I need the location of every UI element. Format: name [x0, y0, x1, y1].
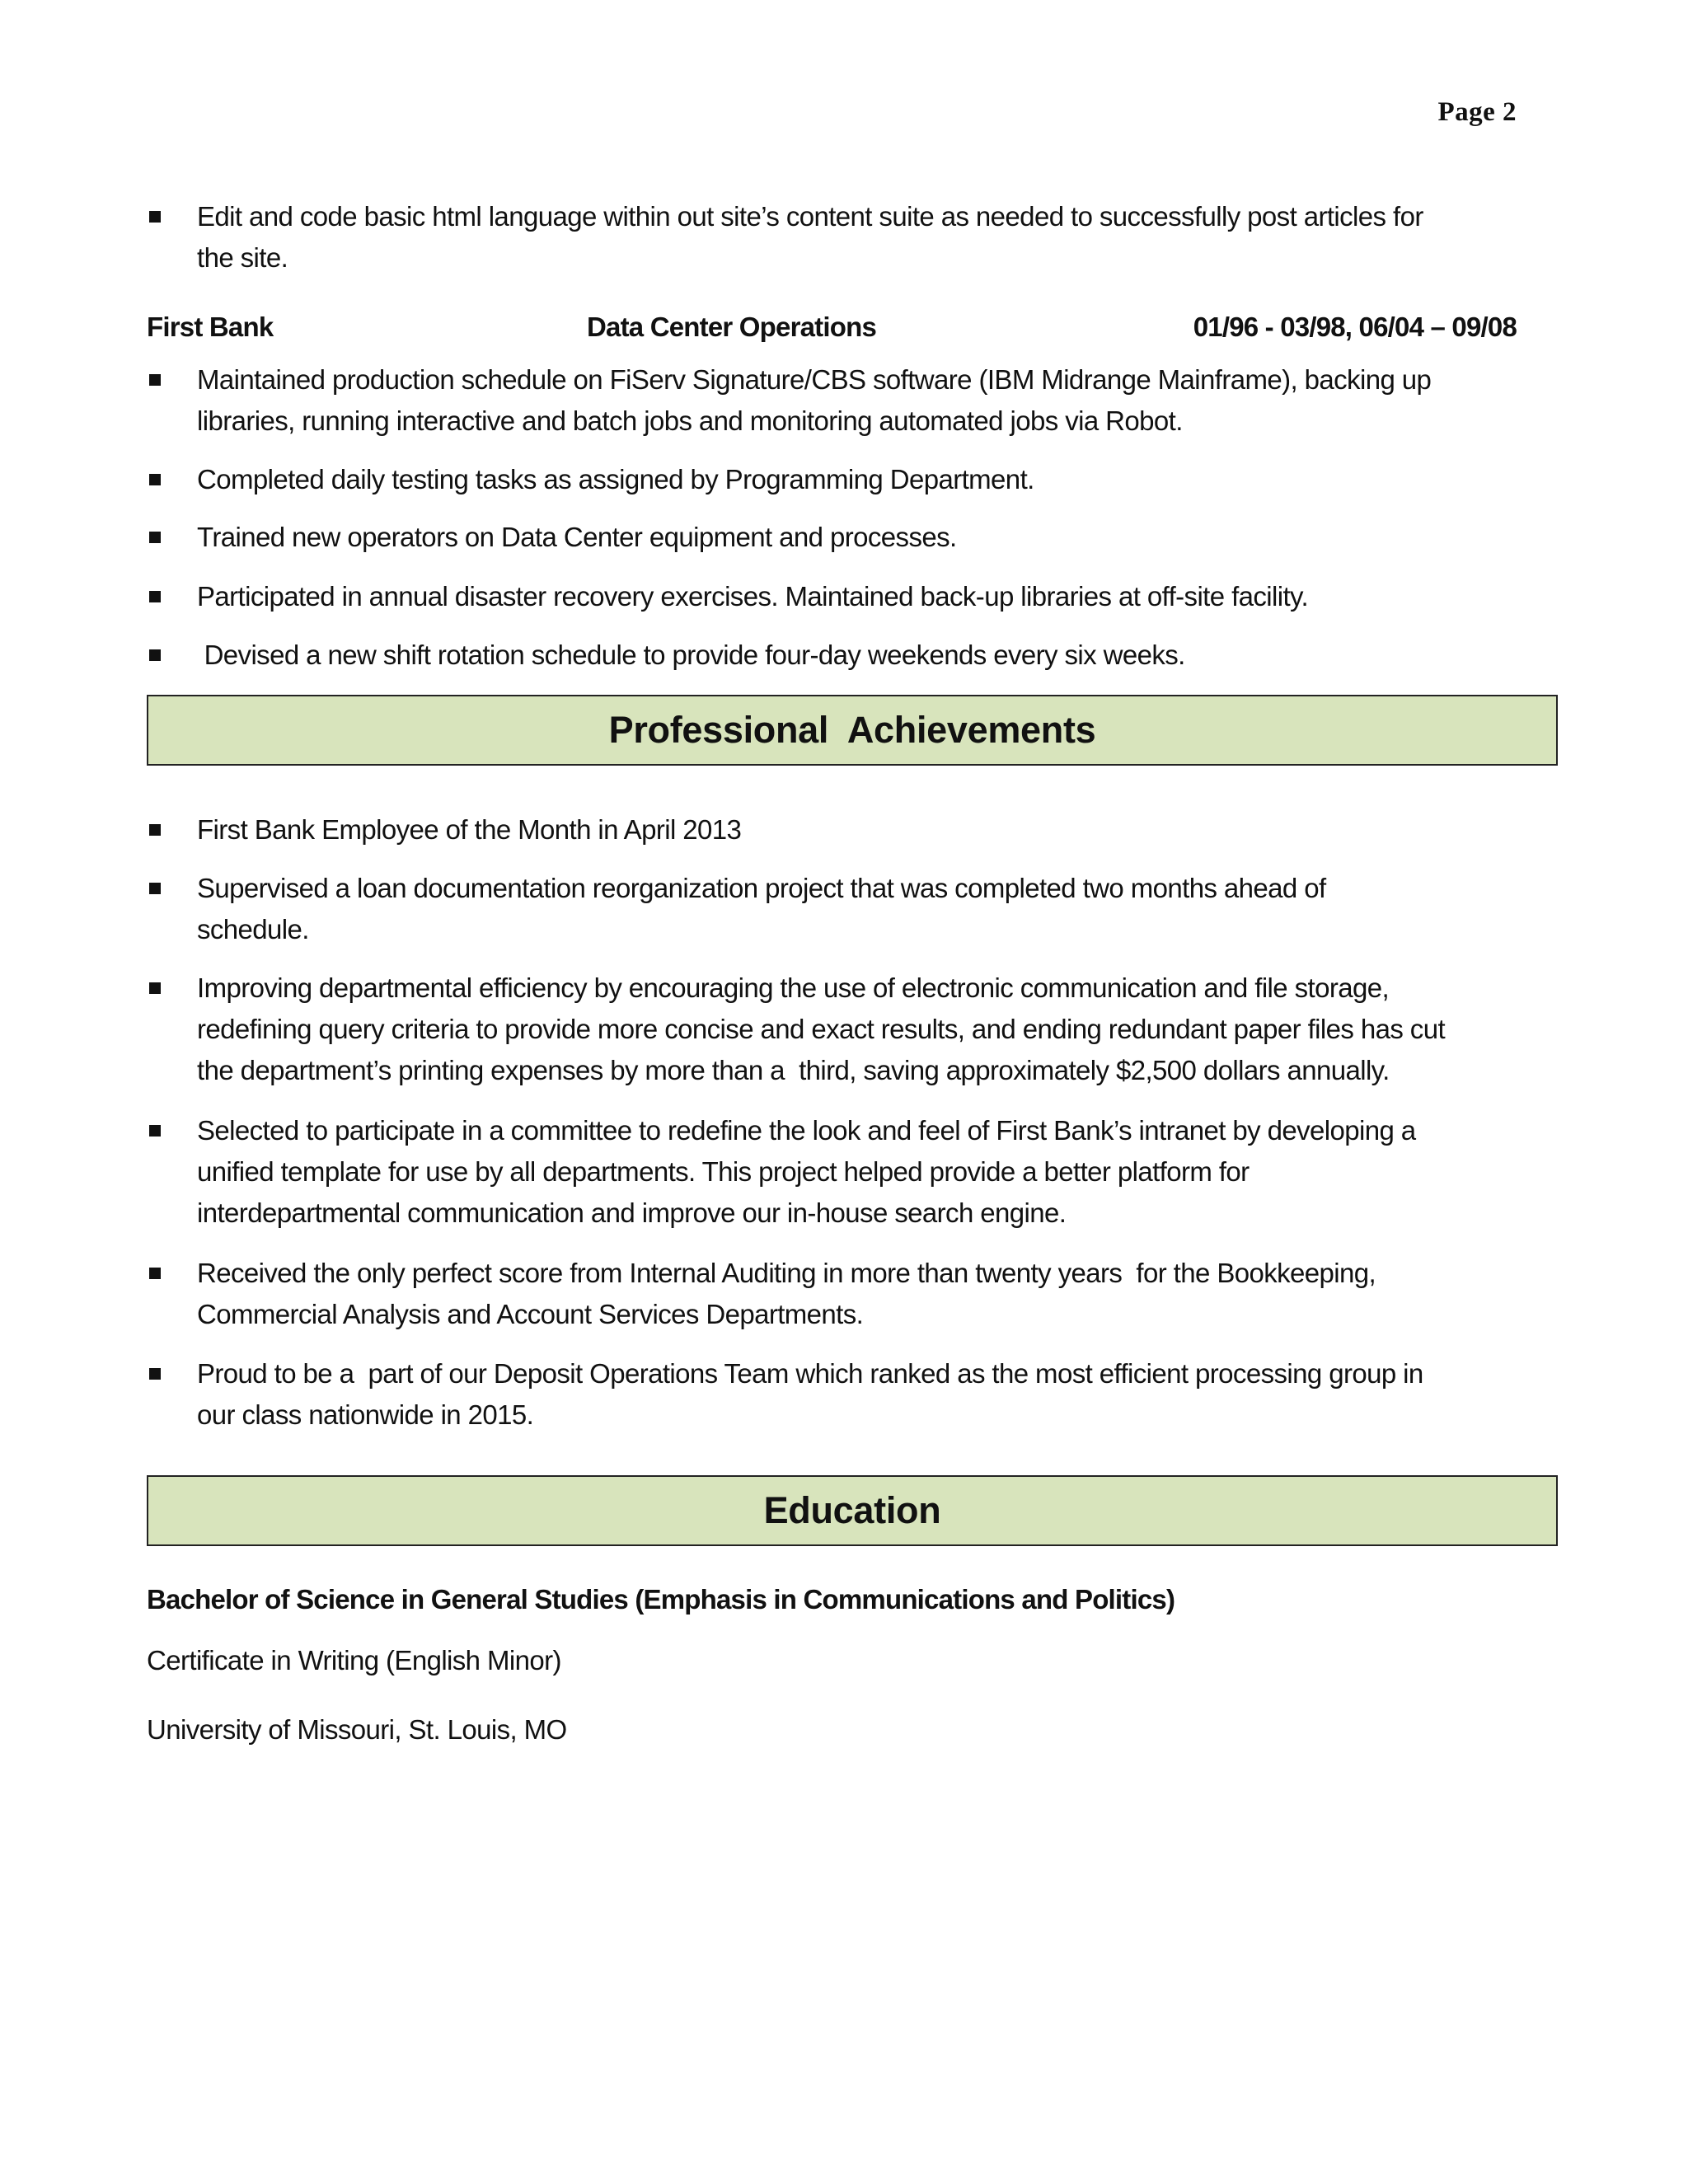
square-bullet-icon — [149, 824, 161, 836]
square-bullet-icon — [149, 591, 161, 602]
job-dates: 01/96 - 03/98, 06/04 – 09/08 — [1193, 312, 1517, 342]
square-bullet-icon — [149, 982, 161, 994]
section-heading-text: Professional Achievements — [608, 709, 1096, 751]
bullet-line: unified template for use by all departments. This project helped provide a better platform for — [197, 1156, 1250, 1187]
bullet-line: redefining query criteria to provide more concise and exact results, and ending redundant paper files has cut — [197, 1014, 1446, 1044]
bullet-line: Edit and code basic html language within out site’s content suite as needed to successfully post articles for — [197, 201, 1423, 232]
bullet-line: Supervised a loan documentation reorganization project that was completed two months ahead of — [197, 873, 1326, 903]
bullet-line: our class nationwide in 2015. — [197, 1399, 534, 1430]
bullet-line: Commercial Analysis and Account Services Departments. — [197, 1299, 864, 1329]
bullet-line: Maintained production schedule on FiServ Signature/CBS software (IBM Midrange Mainframe), backing up — [197, 364, 1432, 395]
bullet-line: libraries, running interactive and batch jobs and monitoring automated jobs via Robot. — [197, 405, 1183, 436]
square-bullet-icon — [149, 883, 161, 894]
section-heading-text: Education — [763, 1489, 941, 1531]
square-bullet-icon — [149, 649, 161, 661]
job-department: Data Center Operations — [587, 312, 876, 342]
bullet-line: Proud to be a part of our Deposit Operations Team which ranked as the most efficient processing group in — [197, 1358, 1423, 1389]
education-certificate: Certificate in Writing (English Minor) — [147, 1645, 561, 1675]
education-degree: Bachelor of Science in General Studies (Emphasis in Communications and Politics) — [147, 1584, 1175, 1615]
section-heading-achievements — [147, 695, 1558, 766]
square-bullet-icon — [149, 474, 161, 485]
bullet-line: Trained new operators on Data Center equipment and processes. — [197, 522, 957, 552]
bullet-line: Selected to participate in a committee to redefine the look and feel of First Bank’s intranet by developing a — [197, 1115, 1416, 1146]
bullet-line: Received the only perfect score from Internal Auditing in more than twenty years for the Bookkeeping, — [197, 1258, 1376, 1288]
bullet-line: the site. — [197, 242, 288, 273]
square-bullet-icon — [149, 1125, 161, 1137]
bullet-line: interdepartmental communication and improve our in-house search engine. — [197, 1197, 1067, 1228]
bullet-line: the department’s printing expenses by more than a third, saving approximately $2,500 dollars annually. — [197, 1055, 1390, 1085]
bullet-line: Devised a new shift rotation schedule to provide four-day weekends every six weeks. — [197, 640, 1185, 670]
square-bullet-icon — [149, 1368, 161, 1380]
square-bullet-icon — [149, 1268, 161, 1279]
square-bullet-icon — [149, 374, 161, 386]
education-school: University of Missouri, St. Louis, MO — [147, 1714, 567, 1745]
job-employer: First Bank — [147, 312, 274, 342]
bullet-line: Completed daily testing tasks as assigned by Programming Department. — [197, 464, 1034, 494]
square-bullet-icon — [149, 532, 161, 543]
bullet-line: Improving departmental efficiency by encouraging the use of electronic communication and file storage, — [197, 972, 1390, 1003]
square-bullet-icon — [149, 211, 161, 223]
section-heading-education — [147, 1475, 1558, 1546]
bullet-line: schedule. — [197, 914, 309, 944]
page-number: Page 2 — [1437, 97, 1517, 127]
bullet-line: First Bank Employee of the Month in April 2013 — [197, 814, 742, 845]
bullet-line: Participated in annual disaster recovery exercises. Maintained back-up libraries at off-site facility. — [197, 581, 1309, 612]
